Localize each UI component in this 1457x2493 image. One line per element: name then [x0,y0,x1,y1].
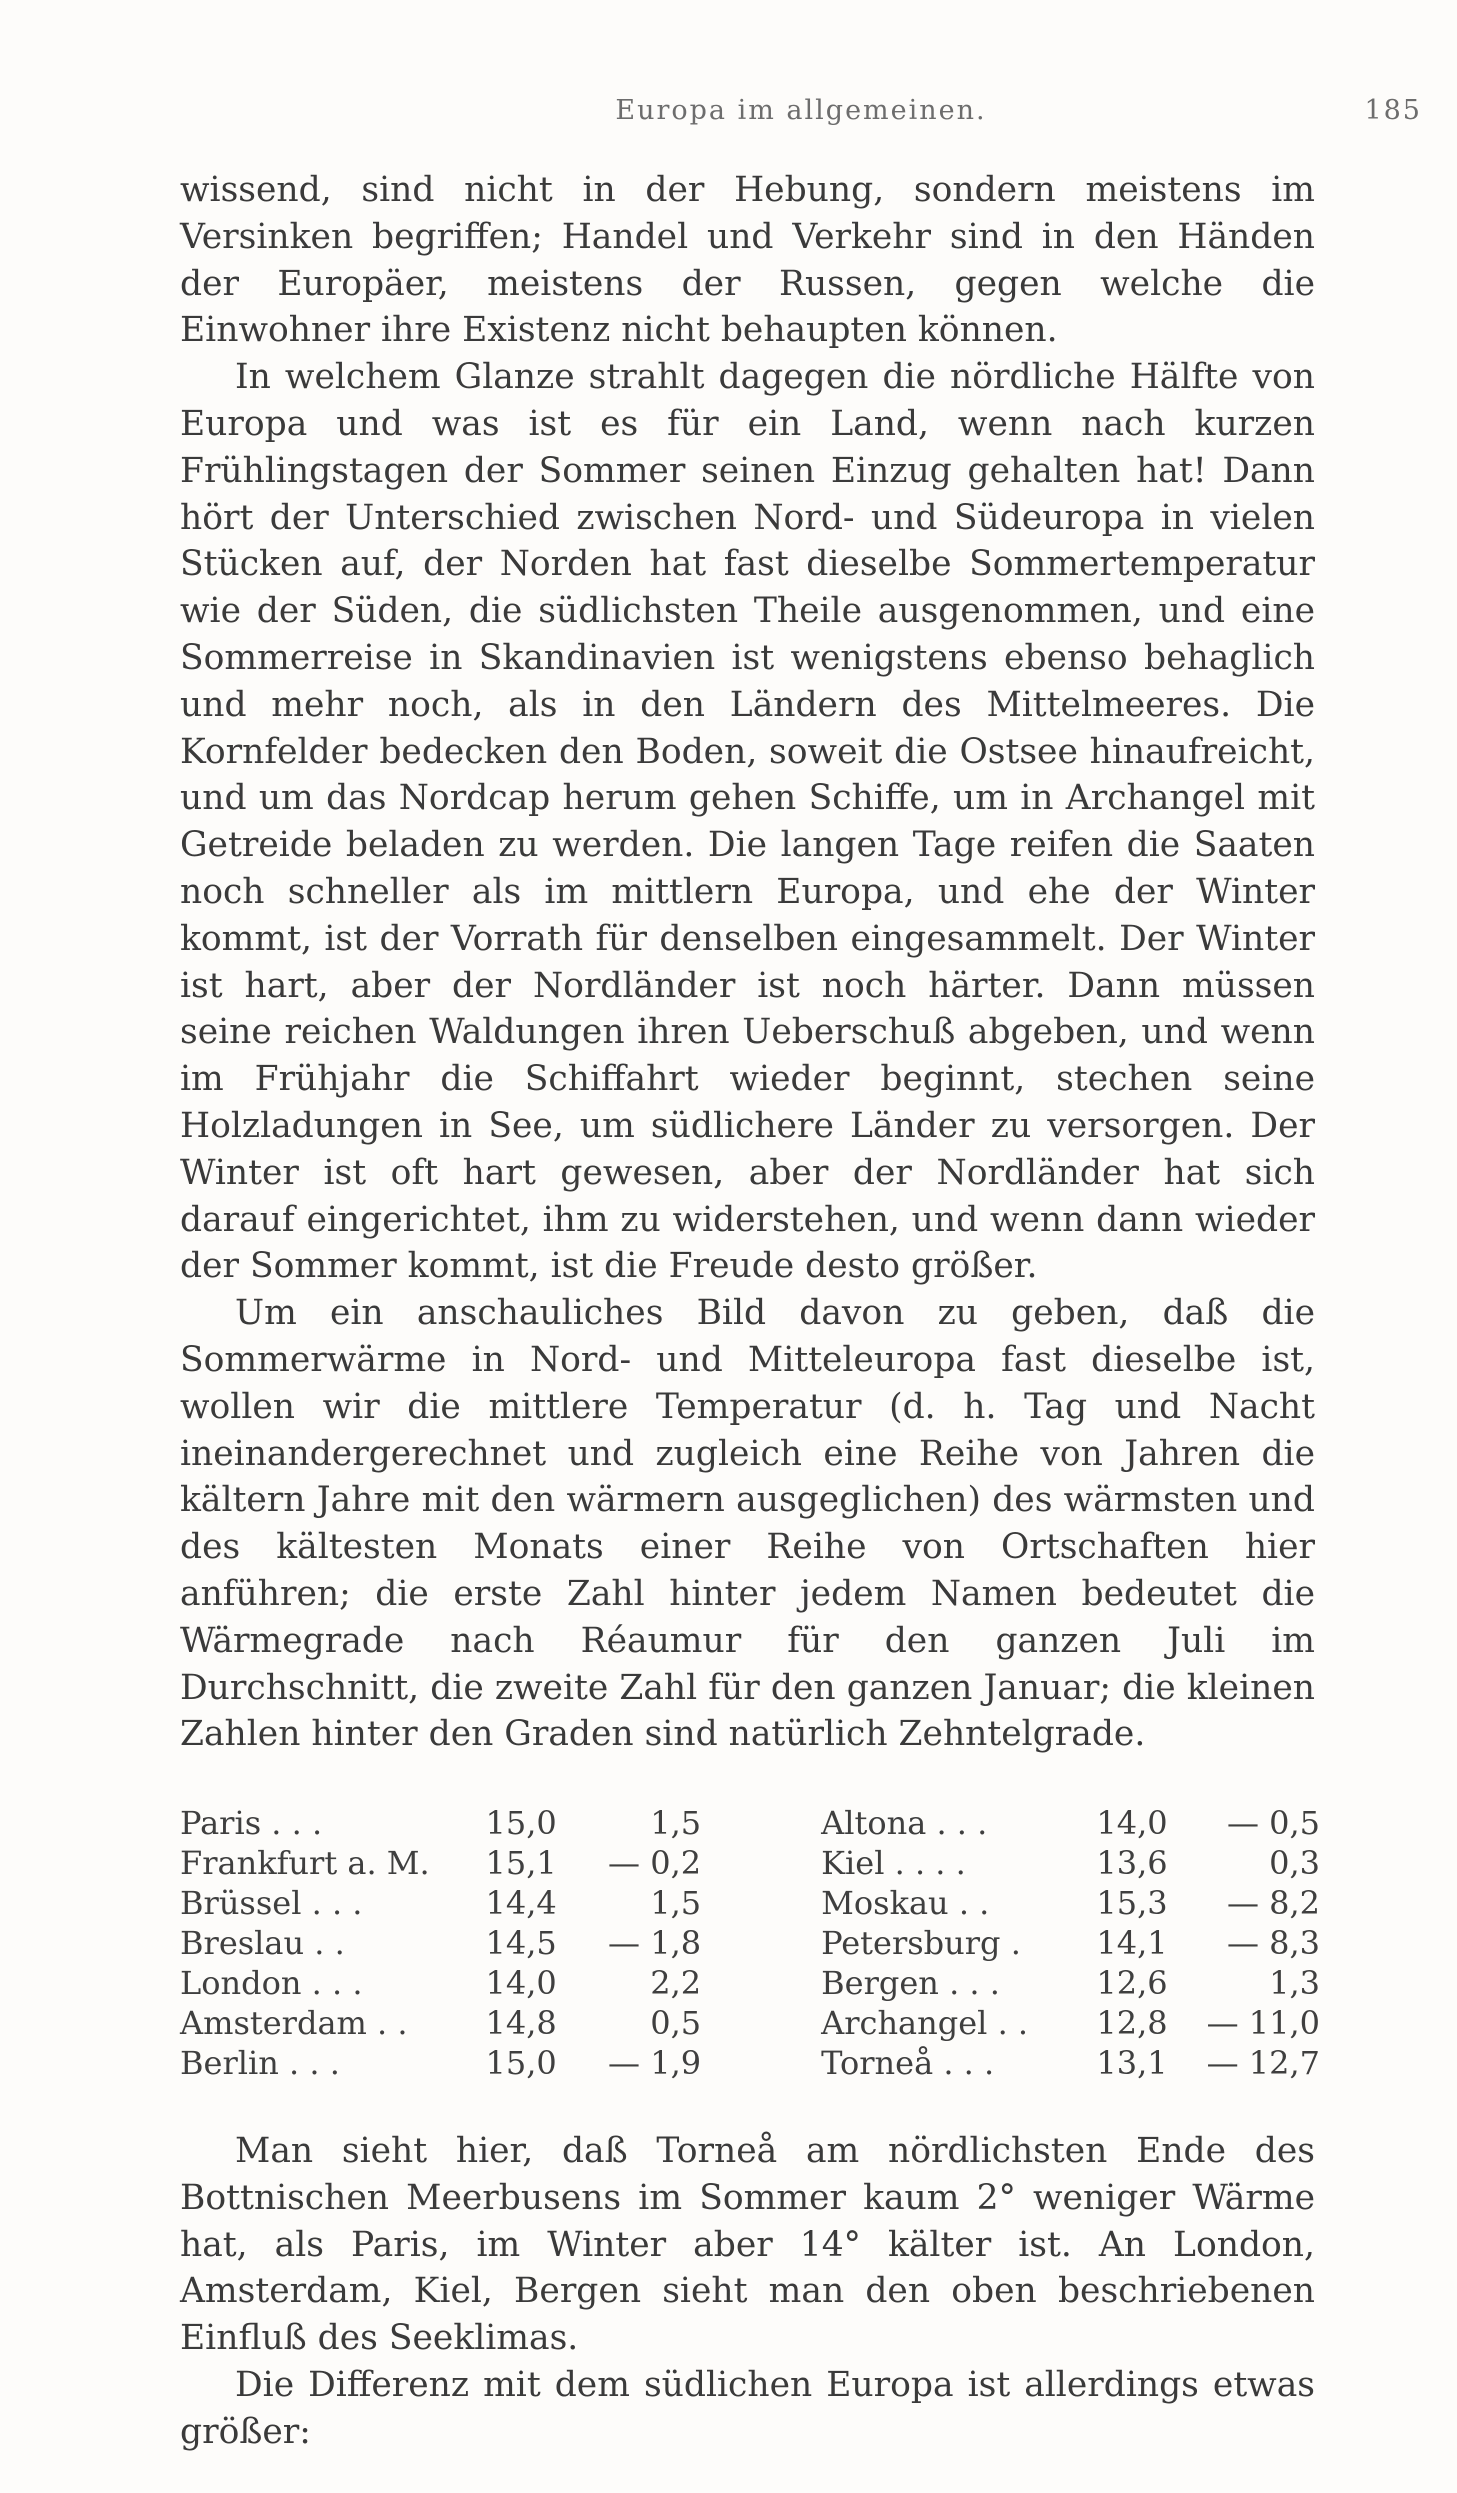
paragraph-1: wissend, sind nicht in der Hebung, sondern meistens im Versinken begriffen; Handel und Verkehr sind in den Händen der Europäer, meistens der Russen, gegen welche die Einwohner ihre Existenz nicht behaupten können. [180,170,1315,351]
place-name: Altona . . . [821,1804,988,1843]
july-temperature: 15,0 [485,1804,557,1843]
january-temperature: — 8,2 [1226,1884,1320,1923]
january-temperature: 2,2 [650,1964,702,2003]
july-temperature: 12,6 [1096,1964,1168,2003]
table-row [180,1923,1320,1963]
table-row [180,1883,1320,1923]
january-temperature: 1,3 [1269,1964,1320,2003]
running-head [180,95,1422,145]
place-name: Archangel . . [821,2004,1029,2043]
july-temperature: 14,0 [1096,1804,1168,1843]
place-name: Frankfurt a. M. [180,1844,430,1883]
paragraph-5: Die Differenz mit dem südlichen Europa ist allerdings etwas größer: [180,2365,1315,2452]
july-temperature: 15,0 [485,2044,557,2083]
place-name: London . . . [180,1964,363,2003]
place-name: Torneå . . . [821,2044,995,2083]
body-text-continued [180,2128,1315,2456]
july-temperature: 14,5 [485,1924,557,1963]
running-title: Europa im allgemeinen. [615,95,987,126]
place-name: Moskau . . [821,1884,990,1923]
july-temperature: 12,8 [1096,2004,1168,2043]
july-temperature: 14,1 [1096,1924,1168,1963]
body-text [180,167,1315,1758]
july-temperature: 15,1 [485,1844,557,1883]
july-temperature: 13,6 [1096,1844,1168,1883]
place-name: Bergen . . . [821,1964,1000,2003]
july-temperature: 14,8 [485,2004,557,2043]
january-temperature: — 0,5 [1226,1804,1320,1843]
place-name: Breslau . . [180,1924,345,1963]
place-name: Berlin . . . [180,2044,340,2083]
paragraph-4: Man sieht hier, daß Torneå am nördlichsten Ende des Bottnischen Meerbusens im Sommer kaum 2° weniger Wärme hat, als Paris, im Winter aber 14° kälter ist. An London, Amsterdam, Kiel, Bergen sieht man den oben beschriebenen Einfluß des Seeklimas. [180,2131,1315,2359]
july-temperature: 14,0 [485,1964,557,2003]
table-row [180,1803,1320,1843]
january-temperature: — 8,3 [1226,1924,1320,1963]
july-temperature: 15,3 [1096,1884,1168,1923]
place-name: Amsterdam . . [180,2004,408,2043]
january-temperature: 0,3 [1269,1844,1320,1883]
january-temperature: — 1,8 [608,1924,702,1963]
temperature-table [180,1803,1320,2083]
place-name: Brüssel . . . [180,1884,363,1923]
july-temperature: 14,4 [485,1884,557,1923]
paragraph-2: In welchem Glanze strahlt dagegen die nördliche Hälfte von Europa und was ist es für ein Land, wenn nach kurzen Frühlingstagen der Sommer seinen Einzug gehalten hat! Dann hört der Unterschied zwischen Nord- und Südeuropa in vielen Stücken auf, der Norden hat fast dieselbe Sommertemperatur wie der Süden, die südlichsten Theile ausgenommen, und eine Sommerreise in Skandinavien ist wenigstens ebenso behaglich und mehr noch, als in den Ländern des Mittelmeeres. Die Kornfelder bedecken den Boden, soweit die Ostsee hinaufreicht, und um das Nordcap herum gehen Schiffe, um in Archangel mit Getreide beladen zu werden. Die langen Tage reifen die Saaten noch schneller als im mittlern Europa, und ehe der Winter kommt, ist der Vorrath für denselben eingesammelt. Der Winter ist hart, aber der Nordländer ist noch härter. Dann müssen seine reichen Waldungen ihren Ueberschuß abgeben, und wenn im Frühjahr die Schiffahrt wieder beginnt, stechen seine Holzladungen in See, um südlichere Länder zu versorgen. Der Winter ist oft hart gewesen, aber der Nordländer hat sich darauf eingerichtet, ihm zu widerstehen, und wenn dann wieder der Sommer kommt, ist die Freude desto größer. [180,357,1315,1287]
january-temperature: 1,5 [650,1884,702,1923]
place-name: Paris . . . [180,1804,323,1843]
january-temperature: — 0,2 [608,1844,702,1883]
table-row [180,2003,1320,2043]
table-row [180,1963,1320,2003]
january-temperature: 1,5 [650,1804,702,1843]
paragraph-3: Um ein anschauliches Bild davon zu geben, daß die Sommerwärme in Nord- und Mitteleuropa fast dieselbe ist, wollen wir die mittlere Temperatur (d. h. Tag und Nacht ineinandergerechnet und zugleich eine Reihe von Jahren die kältern Jahre mit den wärmern ausgeglichen) des wärmsten und des kältesten Monats einer Reihe von Ortschaften hier anführen; die erste Zahl hinter jedem Namen bedeutet die Wärmegrade nach Réaumur für den ganzen Juli im Durchschnitt, die zweite Zahl für den ganzen Januar; die kleinen Zahlen hinter den Graden sind natürlich Zehntelgrade. [180,1293,1315,1755]
page-number: 185 [1364,95,1422,126]
table-row [180,1843,1320,1883]
july-temperature: 13,1 [1096,2044,1168,2083]
january-temperature: — 1,9 [608,2044,702,2083]
place-name: Kiel . . . . [821,1844,966,1883]
january-temperature: 0,5 [650,2004,702,2043]
january-temperature: — 12,7 [1206,2044,1320,2083]
table-row [180,2043,1320,2083]
place-name: Petersburg . [821,1924,1021,1963]
january-temperature: — 11,0 [1206,2004,1320,2043]
